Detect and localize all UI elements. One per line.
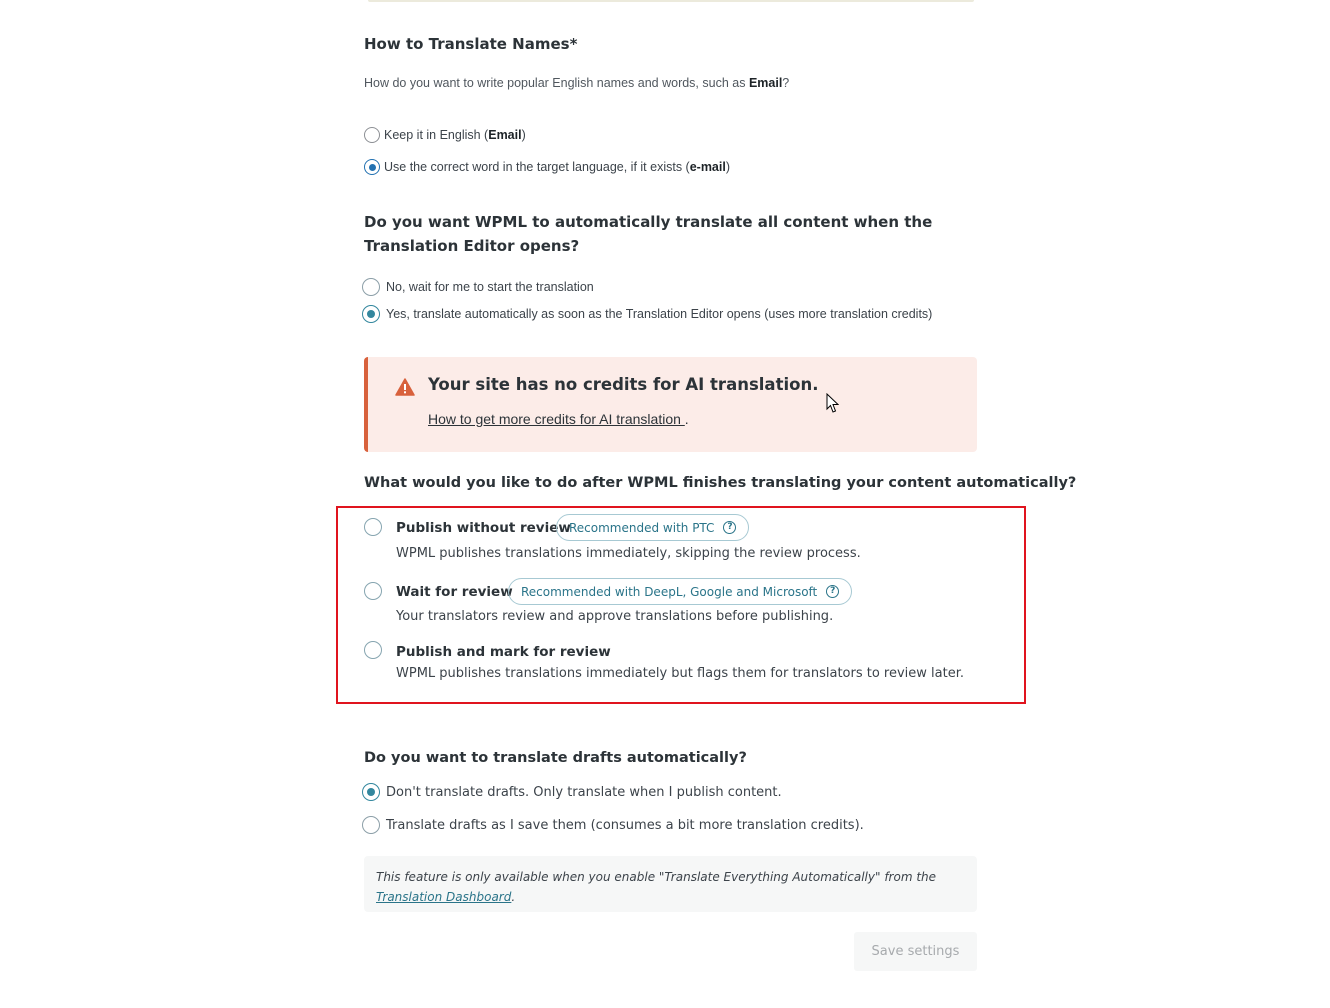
radio-wait-for-review[interactable] — [364, 582, 382, 600]
alert-title: Your site has no credits for AI translation. — [428, 375, 819, 394]
names-option-keep-english[interactable] — [364, 127, 526, 143]
option-description: WPML publishes translations immediately, skipping the review process. — [396, 546, 861, 561]
names-option-target-language[interactable] — [364, 159, 730, 175]
auto-translate-option-yes[interactable] — [362, 305, 932, 323]
drafts-option-label: Translate drafts as I save them (consumes a bit more translation credits). — [386, 817, 864, 833]
get-credits-link[interactable]: How to get more credits for AI translation — [428, 411, 685, 427]
drafts-option-dont-translate[interactable] — [362, 783, 782, 801]
auto-translate-option-label: Yes, translate automatically as soon as the Translation Editor opens (uses more translation credits) — [386, 307, 933, 321]
auto-translate-option-no[interactable] — [362, 278, 594, 296]
drafts-option-label: Don't translate drafts. Only translate when I publish content. — [386, 784, 782, 800]
auto-translate-section-title: Do you want WPML to automatically translate all content when the Translation Editor opens? — [364, 213, 933, 255]
review-section-title: What would you like to do after WPML finishes translating your content automatically? — [364, 475, 1077, 491]
radio-translate-automatically[interactable] — [362, 305, 380, 323]
option-title: Publish without review — [396, 520, 571, 536]
names-section-title: How to Translate Names* — [364, 35, 578, 53]
radio-dont-translate-drafts[interactable] — [362, 783, 380, 801]
feature-availability-note: This feature is only available when you enable "Translate Everything Automatically" from the Translation Dashboard. — [364, 856, 977, 912]
names-option-label: Keep it in English (Email) — [384, 128, 526, 142]
radio-target-language[interactable] — [364, 159, 380, 175]
option-title: Wait for review — [396, 584, 513, 600]
radio-keep-english[interactable] — [364, 127, 380, 143]
badge-recommended-mt[interactable]: Recommended with DeepL, Google and Microsoft ? — [508, 578, 852, 605]
radio-publish-without-review[interactable] — [364, 518, 382, 536]
names-option-label: Use the correct word in the target language, if it exists (e-mail) — [384, 160, 731, 174]
alert-link-line: How to get more credits for AI translation . — [428, 411, 689, 427]
radio-translate-drafts[interactable] — [362, 816, 380, 834]
option-title: Publish and mark for review — [396, 644, 611, 660]
help-icon[interactable]: ? — [826, 585, 839, 598]
option-description: Your translators review and approve translations before publishing. — [396, 609, 834, 624]
mouse-cursor-icon — [826, 393, 839, 414]
no-credits-alert — [364, 357, 977, 452]
help-icon[interactable]: ? — [723, 521, 736, 534]
names-section-description: How do you want to write popular English names and words, such as Email? — [364, 76, 790, 90]
drafts-section-title: Do you want to translate drafts automatically? — [364, 750, 747, 766]
radio-publish-and-mark[interactable] — [364, 641, 382, 659]
option-description: WPML publishes translations immediately but flags them for translators to review later. — [396, 666, 965, 681]
badge-recommended-ptc[interactable]: Recommended with PTC ? — [556, 514, 749, 541]
drafts-option-translate-drafts[interactable] — [362, 816, 864, 834]
translation-dashboard-link[interactable]: Translation Dashboard — [376, 890, 512, 904]
warning-triangle-icon — [395, 378, 415, 396]
radio-wait-start[interactable] — [362, 278, 380, 296]
auto-translate-option-label: No, wait for me to start the translation — [386, 280, 594, 294]
previous-panel-edge — [368, 0, 974, 2]
save-settings-button[interactable]: Save settings — [854, 932, 977, 971]
